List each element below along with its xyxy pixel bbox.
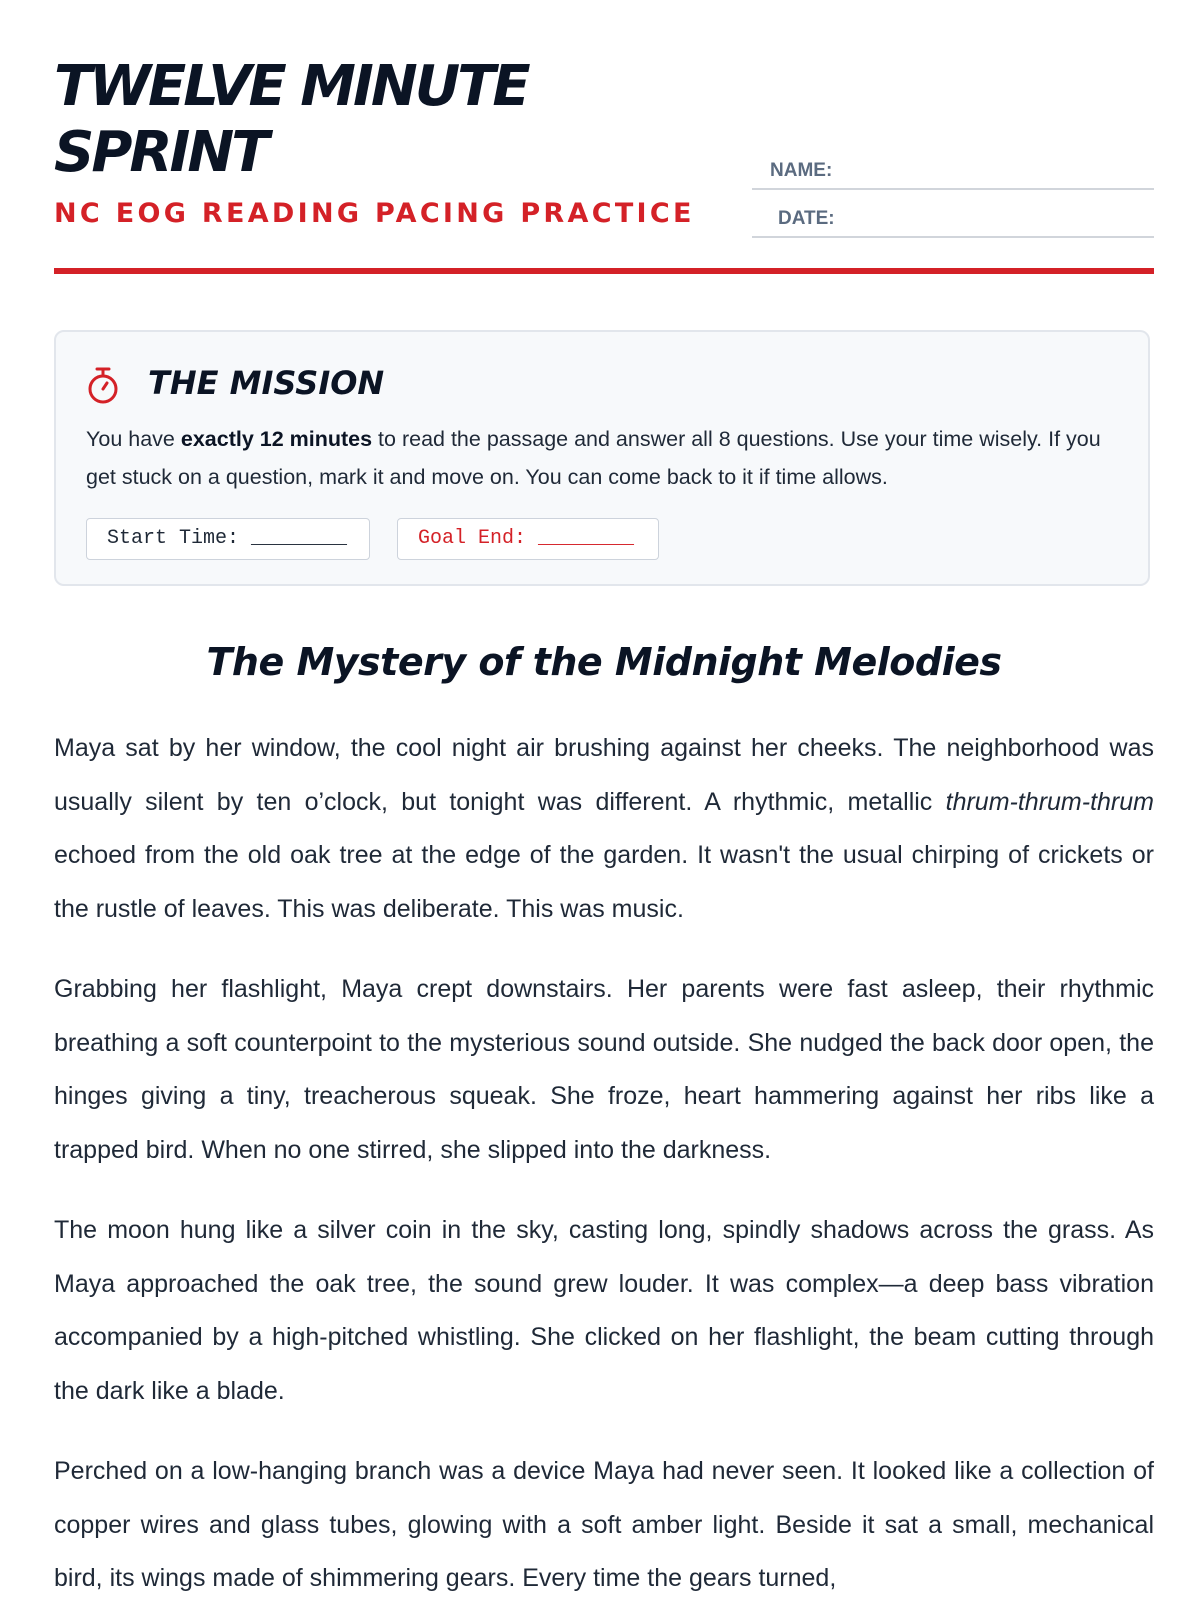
worksheet-header bbox=[54, 0, 1146, 276]
start-time-box[interactable]: Start Time: ________ bbox=[86, 518, 370, 560]
date-label: DATE: bbox=[778, 208, 835, 229]
name-label: NAME: bbox=[770, 160, 833, 181]
date-field[interactable] bbox=[752, 202, 1154, 238]
header-divider bbox=[54, 268, 1154, 274]
p1-sound-word: thrum-thrum-thrum bbox=[945, 787, 1154, 816]
mission-title: THE MISSION bbox=[148, 364, 385, 402]
mission-text-start: You have bbox=[86, 427, 181, 451]
name-field[interactable] bbox=[752, 154, 1154, 190]
mission-text-end: to read the passage and answer all 8 questions. Use your time wisely. If you get stuck on a question, mark it and move on. You can come back to it if time allows. bbox=[86, 427, 1101, 489]
mission-text-emphasis: exactly 12 minutes bbox=[180, 427, 373, 451]
worksheet-title: TWELVE MINUTE SPRINT bbox=[54, 54, 528, 185]
p1-text-start: Maya sat by her window, the cool night air brushing against her cheeks. The neighborhood was usually silent by ten o’clock, but tonight was different. A rhythmic, metallic bbox=[54, 734, 1154, 816]
passage-paragraph-2: Grabbing her flashlight, Maya crept downstairs. Her parents were fast asleep, their rhythmic breathing a soft counterpoint to the mysterious sound outside. She nudged the back door open, the hinges giving a tiny, treacherous squeak. She froze, heart hammering against her ribs like a trapped bird. When no one stirred, she slipped into the darkness. bbox=[54, 975, 1154, 1164]
passage-title: The Mystery of the Midnight Melodies bbox=[206, 640, 1002, 684]
goal-end-box[interactable]: Goal End: ________ bbox=[397, 518, 659, 560]
passage-paragraph-3: The moon hung like a silver coin in the sky, casting long, spindly shadows across the grass. As Maya approached the oak tree, the sound grew louder. It was complex—a deep bass vibration accompanied by a high-pitched whistling. She clicked on her flashlight, the beam cutting through the dark like a blade. bbox=[54, 1216, 1154, 1405]
p1-text-end: echoed from the old oak tree at the edge of the garden. It wasn't the usual chirping of crickets or the rustle of leaves. This was deliberate. This was music. bbox=[54, 841, 1154, 923]
passage-paragraph-1 bbox=[54, 722, 1154, 936]
worksheet-page bbox=[54, 0, 1154, 1592]
passage-paragraph-4: Perched on a low-hanging branch was a device Maya had never seen. It looked like a collection of copper wires and glass tubes, glowing with a soft amber light. Beside it sat a small, mechanical bird, its wings made of shimmering gears. Every time the gears turned, bbox=[54, 1457, 1154, 1592]
mission-panel bbox=[54, 330, 1150, 586]
passage-body bbox=[54, 722, 1154, 1600]
worksheet-subtitle: NC EOG READING PACING PRACTICE bbox=[54, 198, 695, 229]
mission-instructions bbox=[86, 420, 1126, 496]
stopwatch-icon bbox=[86, 366, 120, 404]
